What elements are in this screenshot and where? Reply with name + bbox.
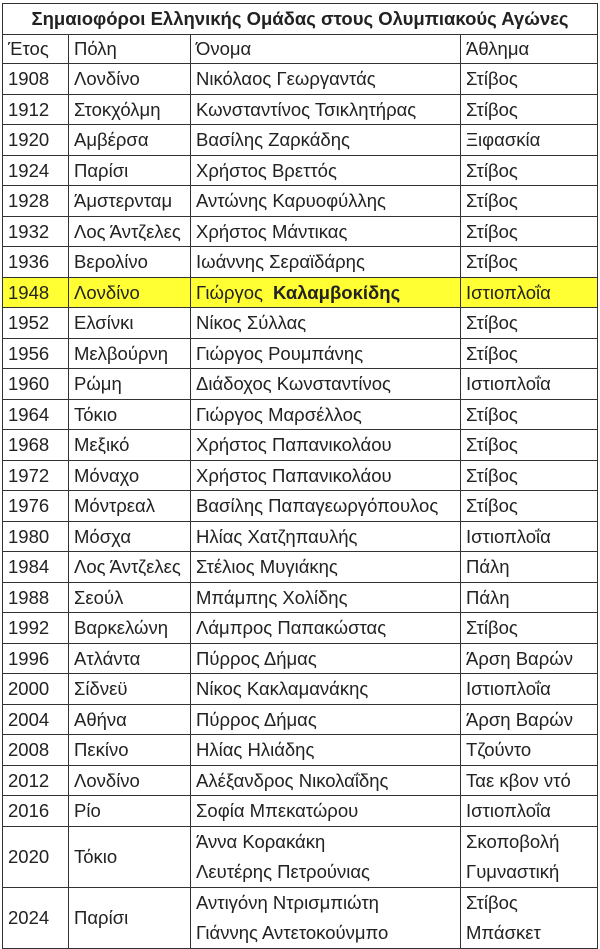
- cell-sport: Στίβος: [461, 247, 598, 278]
- sport-line: Σκοποβολή: [466, 830, 560, 852]
- table-row: [3, 369, 598, 400]
- cell-year: 1952: [3, 308, 69, 339]
- column-header-year: Έτος: [3, 35, 69, 64]
- cell-name: Ηλίας Χατζηπαυλής: [191, 521, 461, 552]
- cell-city: Παρίσι: [69, 887, 191, 948]
- cell-city: Λονδίνο: [69, 64, 191, 95]
- cell-city: Βερολίνο: [69, 247, 191, 278]
- cell-city: Λονδίνο: [69, 277, 191, 308]
- table-row: [3, 613, 598, 644]
- table-row: [3, 94, 598, 125]
- cell-name: Πύρρος Δήμας: [191, 704, 461, 735]
- cell-name: Γιώργος Μαρσέλλος: [191, 399, 461, 430]
- table-row: [3, 125, 598, 156]
- name-line: Άννα Κορακάκη: [196, 830, 326, 852]
- table-row-highlighted: [3, 277, 598, 308]
- cell-year: 2008: [3, 735, 69, 766]
- cell-sport: Στίβος: [461, 64, 598, 95]
- cell-sport: Ιστιοπλοΐα: [461, 521, 598, 552]
- cell-year: 1964: [3, 399, 69, 430]
- table-row: [3, 460, 598, 491]
- cell-year: 1980: [3, 521, 69, 552]
- cell-name: Ιωάννης Σεραϊδάρης: [191, 247, 461, 278]
- cell-city: Βαρκελώνη: [69, 613, 191, 644]
- cell-sport: Ιστιοπλοΐα: [461, 369, 598, 400]
- cell-sport: Στίβος: [461, 338, 598, 369]
- cell-name: Χρήστος Μάντικας: [191, 216, 461, 247]
- name-line: Γιάννης Αντετοκούνμπο: [196, 921, 389, 943]
- cell-city: Μελβούρνη: [69, 338, 191, 369]
- table-row: [3, 765, 598, 796]
- cell-year: 1960: [3, 369, 69, 400]
- cell-city: Παρίσι: [69, 155, 191, 186]
- name-last-bold: Καλαμβοκίδης: [272, 281, 401, 303]
- cell-sports: [461, 887, 598, 948]
- cell-city: Σίδνεϋ: [69, 674, 191, 705]
- cell-sport: Στίβος: [461, 94, 598, 125]
- table-row: [3, 491, 598, 522]
- cell-name: Βασίλης Ζαρκάδης: [191, 125, 461, 156]
- cell-year: 1956: [3, 338, 69, 369]
- sport-line: Μπάσκετ: [466, 921, 541, 943]
- cell-city: Μόναχο: [69, 460, 191, 491]
- cell-year: 1928: [3, 186, 69, 217]
- table-row: [3, 674, 598, 705]
- cell-city: Άμστερνταμ: [69, 186, 191, 217]
- cell-name: Στέλιος Μυγιάκης: [191, 552, 461, 583]
- cell-city: Λος Άντζελες: [69, 216, 191, 247]
- cell-city: Αθήνα: [69, 704, 191, 735]
- cell-sport: Στίβος: [461, 155, 598, 186]
- cell-name: Γιώργος Ρουμπάνης: [191, 338, 461, 369]
- table-row: [3, 308, 598, 339]
- cell-sport: Στίβος: [461, 399, 598, 430]
- name-first: Γιώργος: [196, 281, 263, 303]
- cell-year: 1968: [3, 430, 69, 461]
- table-row: [3, 64, 598, 95]
- cell-year: 2000: [3, 674, 69, 705]
- cell-name: Σοφία Μπεκατώρου: [191, 796, 461, 827]
- table-row: [3, 735, 598, 766]
- cell-sport: Ταε κβον ντό: [461, 765, 598, 796]
- cell-name: Αντώνης Καρυοφύλλης: [191, 186, 461, 217]
- cell-sport: Στίβος: [461, 491, 598, 522]
- cell-sport: Στίβος: [461, 216, 598, 247]
- name-line: Αντιγόνη Ντρισμπιώτη: [196, 891, 379, 913]
- table-row: [3, 582, 598, 613]
- cell-city: Ελσίνκι: [69, 308, 191, 339]
- cell-city: Μεξικό: [69, 430, 191, 461]
- cell-sports: [461, 826, 598, 887]
- cell-names: [191, 826, 461, 887]
- cell-sport: Στίβος: [461, 613, 598, 644]
- cell-sport: Ιστιοπλοΐα: [461, 796, 598, 827]
- cell-city: Λονδίνο: [69, 765, 191, 796]
- cell-year: 2016: [3, 796, 69, 827]
- sport-line: Γυμναστική: [466, 860, 560, 882]
- cell-sport: Άρση Βαρών: [461, 643, 598, 674]
- table-header-row: [3, 35, 598, 64]
- cell-year: 1972: [3, 460, 69, 491]
- table-row: [3, 796, 598, 827]
- cell-city: Αμβέρσα: [69, 125, 191, 156]
- cell-year: 1948: [3, 277, 69, 308]
- cell-name: Ηλίας Ηλιάδης: [191, 735, 461, 766]
- cell-city: Στοκχόλμη: [69, 94, 191, 125]
- table-row: [3, 643, 598, 674]
- cell-name: Βασίλης Παπαγεωργόπουλος: [191, 491, 461, 522]
- cell-name: Διάδοχος Κωνσταντίνος: [191, 369, 461, 400]
- cell-year: 2004: [3, 704, 69, 735]
- cell-name: Πύρρος Δήμας: [191, 643, 461, 674]
- cell-year: 1920: [3, 125, 69, 156]
- column-header-name: Όνομα: [191, 35, 461, 64]
- cell-year: 1988: [3, 582, 69, 613]
- cell-year: 1984: [3, 552, 69, 583]
- table-row: [3, 216, 598, 247]
- cell-year: 1996: [3, 643, 69, 674]
- cell-sport: Πάλη: [461, 552, 598, 583]
- cell-sport: Τζούντο: [461, 735, 598, 766]
- table-row-double: [3, 826, 598, 887]
- table-row: [3, 552, 598, 583]
- cell-sport: Στίβος: [461, 430, 598, 461]
- cell-sport: Ξιφασκία: [461, 125, 598, 156]
- cell-year: 1976: [3, 491, 69, 522]
- cell-year: 1936: [3, 247, 69, 278]
- cell-city: Μόντρεαλ: [69, 491, 191, 522]
- cell-sport: Στίβος: [461, 308, 598, 339]
- cell-city: Λος Άντζελες: [69, 552, 191, 583]
- cell-city: Ρίο: [69, 796, 191, 827]
- table-row: [3, 399, 598, 430]
- table-row: [3, 430, 598, 461]
- cell-name: Λάμπρος Παπακώστας: [191, 613, 461, 644]
- cell-city: Πεκίνο: [69, 735, 191, 766]
- cell-city: Ρώμη: [69, 369, 191, 400]
- table-row: [3, 155, 598, 186]
- cell-name: Μπάμπης Χολίδης: [191, 582, 461, 613]
- cell-name: Χρήστος Παπανικολάου: [191, 430, 461, 461]
- cell-year: 1992: [3, 613, 69, 644]
- cell-year: 1912: [3, 94, 69, 125]
- table-row: [3, 338, 598, 369]
- flag-bearers-table: [2, 3, 598, 949]
- table-title: Σημαιοφόροι Ελληνικής Ομάδας στους Ολυμπιακούς Αγώνες: [3, 4, 598, 35]
- cell-sport: Ιστιοπλοΐα: [461, 277, 598, 308]
- cell-name: Κωνσταντίνος Τσικλητήρας: [191, 94, 461, 125]
- cell-name: Νικόλαος Γεωργαντάς: [191, 64, 461, 95]
- cell-city: Τόκιο: [69, 399, 191, 430]
- cell-year: 1924: [3, 155, 69, 186]
- table-row-double: [3, 887, 598, 948]
- table-row: [3, 247, 598, 278]
- cell-name: [191, 277, 461, 308]
- table-row: [3, 186, 598, 217]
- cell-name: Νίκος Σύλλας: [191, 308, 461, 339]
- cell-sport: Πάλη: [461, 582, 598, 613]
- table-row: [3, 704, 598, 735]
- cell-name: Χρήστος Παπανικολάου: [191, 460, 461, 491]
- cell-year: 2012: [3, 765, 69, 796]
- cell-name: Χρήστος Βρεττός: [191, 155, 461, 186]
- cell-year: 2020: [3, 826, 69, 887]
- name-line: Λευτέρης Πετρούνιας: [196, 860, 370, 882]
- cell-sport: Ιστιοπλοΐα: [461, 674, 598, 705]
- table-row: [3, 521, 598, 552]
- cell-city: Σεούλ: [69, 582, 191, 613]
- cell-sport: Άρση Βαρών: [461, 704, 598, 735]
- cell-year: 1932: [3, 216, 69, 247]
- cell-city: Τόκιο: [69, 826, 191, 887]
- cell-year: 1908: [3, 64, 69, 95]
- cell-city: Ατλάντα: [69, 643, 191, 674]
- cell-name: Νίκος Κακλαμανάκης: [191, 674, 461, 705]
- cell-names: [191, 887, 461, 948]
- column-header-sport: Άθλημα: [461, 35, 598, 64]
- column-header-city: Πόλη: [69, 35, 191, 64]
- cell-city: Μόσχα: [69, 521, 191, 552]
- cell-sport: Στίβος: [461, 186, 598, 217]
- sport-line: Στίβος: [466, 891, 518, 913]
- cell-year: 2024: [3, 887, 69, 948]
- cell-name: Αλέξανδρος Νικολαΐδης: [191, 765, 461, 796]
- cell-sport: Στίβος: [461, 460, 598, 491]
